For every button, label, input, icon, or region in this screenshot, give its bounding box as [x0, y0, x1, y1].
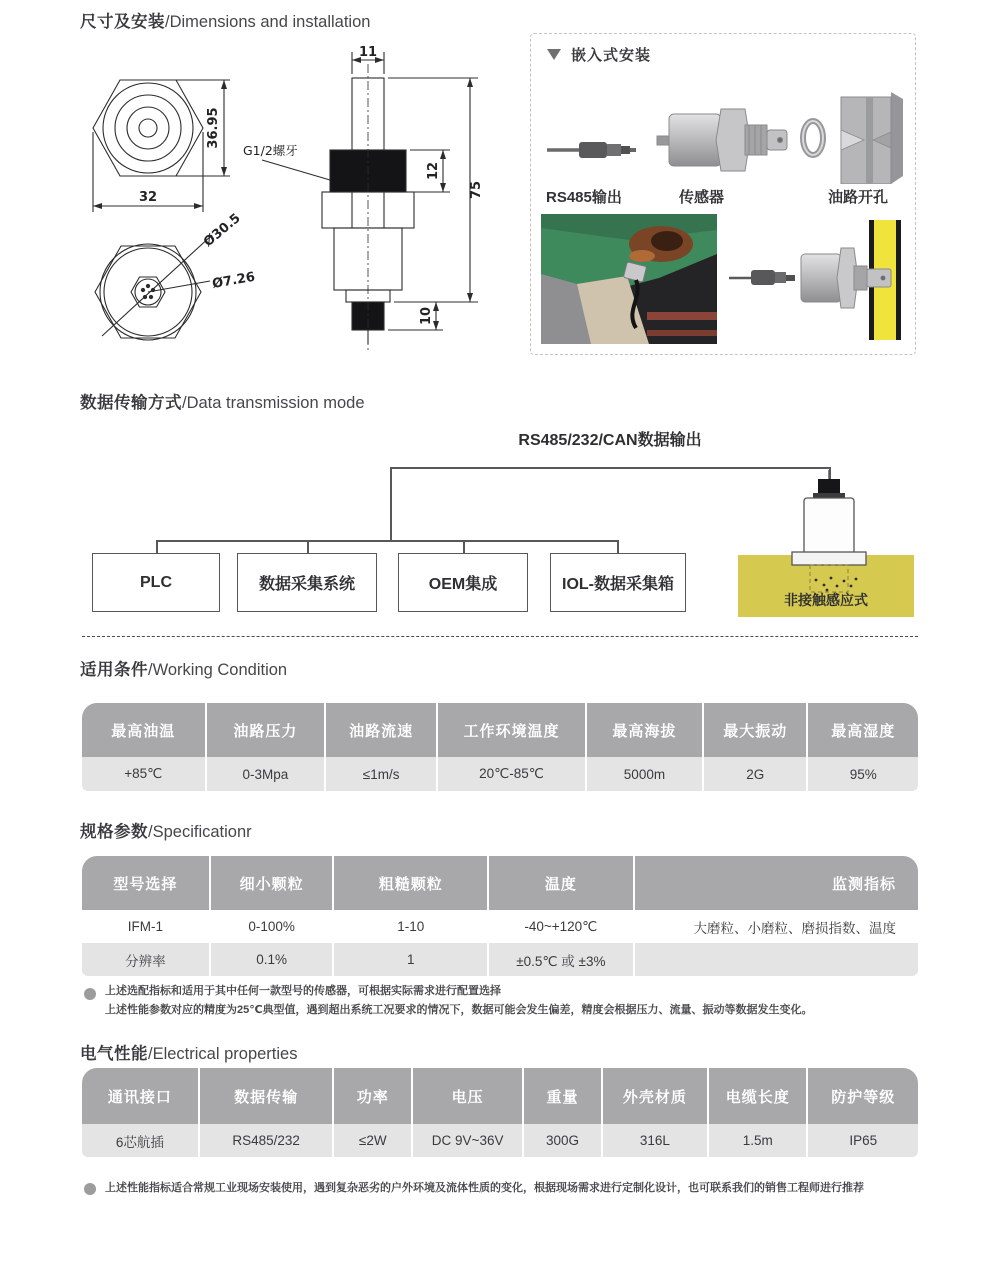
section-title-zh: 数据传输方式 [80, 394, 182, 412]
triangle-down-icon [547, 49, 561, 60]
cable-part [547, 142, 636, 158]
header-cell: 电缆长度 [709, 1068, 808, 1124]
table-header-row [82, 1068, 918, 1124]
value-cell [635, 943, 918, 976]
section-title-en: /Specificationr [148, 823, 252, 841]
table-header-row [82, 703, 918, 757]
site-photo [541, 214, 717, 344]
value-cell: 2G [704, 757, 809, 791]
table-value-row [82, 757, 918, 791]
value-cell: 1 [334, 943, 489, 976]
value-cell: 95% [849, 766, 877, 782]
value-cell: ≤1m/s [326, 757, 438, 791]
header-cell: 最高湿度 [831, 722, 896, 740]
value-cell: 1.5m [709, 1124, 808, 1157]
specification-notes [105, 982, 905, 1019]
value-cell: ≤2W [334, 1124, 413, 1157]
tree-drop-2 [307, 540, 309, 554]
electrical-table [82, 1068, 918, 1157]
value-cell: 316L [603, 1124, 709, 1157]
oil-block-part [841, 92, 903, 184]
dim-connector-height: 10 [419, 306, 434, 326]
tree-line-top [390, 467, 830, 469]
value-cell: 6芯航插 [82, 1124, 200, 1157]
header-cell: 油路压力 [207, 703, 327, 757]
section-title-electrical [80, 1040, 297, 1064]
header-cell: 油路流速 [326, 703, 438, 757]
value-cell: IFM-1 [82, 910, 211, 943]
non-contact-sensing-block: 非接触感应式 [738, 555, 914, 617]
installation-photos [539, 214, 909, 346]
header-cell: 电压 [413, 1068, 524, 1124]
technical-drawing-svg [75, 42, 520, 377]
dim-inner-diameter: Ø7.26 [211, 269, 257, 292]
header-cell: 工作环境温度 [438, 703, 587, 757]
wall-mount-illustration [725, 214, 907, 344]
value-cell: 0-100% [211, 910, 335, 943]
note-line: 上述性能参数对应的精度为25℃典型值，遇到超出系统工况要求的情况下，数据可能会发生偏差，精度会根据压力、流量、振动等数据发生变化。 [105, 1003, 813, 1016]
table-value-row [82, 910, 918, 943]
section-title-en: /Working Condition [148, 661, 288, 679]
part-label-sensor: 传感器 [679, 189, 725, 206]
dim-total-height: 75 [469, 180, 484, 200]
node-oem: OEM集成 [398, 553, 528, 612]
exploded-view-illustration [539, 64, 909, 184]
tree-drop-4 [617, 540, 619, 554]
note-bullet-icon [84, 1183, 96, 1195]
value-cell: 1-10 [334, 910, 489, 943]
header-cell: 粗糙颗粒 [334, 856, 489, 910]
working-condition-table [82, 703, 918, 791]
header-cell: 最大振动 [704, 703, 809, 757]
header-cell: 最高油温 [82, 703, 207, 757]
part-label-oil-hole: 油路开孔 [828, 189, 889, 206]
technical-drawing [75, 42, 520, 377]
header-cell: 重量 [524, 1068, 603, 1124]
section-title-zh: 规格参数 [80, 823, 148, 841]
section-title-zh: 电气性能 [80, 1045, 148, 1063]
dim-stem-width: 11 [358, 45, 378, 60]
header-cell: 细小颗粒 [211, 856, 335, 910]
table-value-row [82, 1124, 918, 1157]
value-cell: 20℃-85℃ [438, 757, 587, 791]
diagram-sensor-illustration [780, 470, 880, 598]
value-cell: IP65 [849, 1133, 878, 1148]
tree-line-trunk [390, 467, 392, 541]
section-title-en: /Dimensions and installation [165, 13, 371, 31]
section-title-specification [80, 818, 252, 842]
header-cell: 监测指标 [831, 875, 896, 893]
header-cell: 防护等级 [831, 1088, 896, 1106]
value-cell: 0.1% [211, 943, 335, 976]
value-cell: 0-3Mpa [207, 757, 327, 791]
section-title-zh: 尺寸及安装 [80, 13, 165, 31]
value-cell: 分辨率 [82, 943, 211, 976]
value-cell: DC 9V~36V [413, 1124, 524, 1157]
specification-table [82, 856, 918, 976]
panel-title: 嵌入式安装 [571, 47, 652, 64]
value-cell: 5000m [587, 757, 704, 791]
value-cell: RS485/232 [200, 1124, 335, 1157]
note-bullet-icon [84, 988, 96, 1000]
header-cell: 功率 [334, 1068, 413, 1124]
note-line: 上述性能指标适合常规工业现场安装使用，遇到复杂恶劣的户外环境及流体性质的变化，根据现场需求进行定制化设计，也可联系我们的销售工程师进行推荐 [105, 1182, 864, 1194]
sensor-part [657, 109, 787, 171]
root-output-label: RS485/232/CAN数据输出 [518, 432, 702, 449]
value-cell: 300G [524, 1124, 603, 1157]
section-title-en: /Data transmission mode [182, 394, 365, 412]
part-label-rs485: RS485输出 [546, 189, 622, 206]
embedded-install-panel [530, 33, 916, 355]
value-cell: -40~+120℃ [489, 910, 634, 943]
header-cell: 外壳材质 [603, 1068, 709, 1124]
tree-drop-3 [463, 540, 465, 554]
tree-drop-1 [156, 540, 158, 554]
dim-front-height: 36.95 [206, 107, 221, 149]
node-iol-box: IOL-数据采集箱 [550, 553, 686, 612]
table-value-row [82, 943, 918, 976]
value-cell: 大磨粒、小磨粒、磨损指数、温度 [693, 920, 896, 936]
note-line: 上述选配指标和适用于其中任何一款型号的传感器，可根据实际需求进行配置选择 [105, 985, 501, 997]
hex-front-view [93, 80, 203, 176]
dim-front-width: 32 [138, 190, 158, 205]
node-plc: PLC [92, 553, 220, 612]
header-cell: 温度 [489, 856, 634, 910]
dim-outer-diameter: Ø30.5 [200, 210, 244, 251]
header-cell: 数据传输 [200, 1068, 335, 1124]
section-title-zh: 适用条件 [80, 661, 148, 679]
node-daq-system: 数据采集系统 [237, 553, 377, 612]
header-cell: 最高海拔 [587, 703, 704, 757]
table-header-row [82, 856, 918, 910]
thread-spec-label: G1/2螺牙 [243, 143, 298, 158]
header-cell: 型号选择 [82, 856, 211, 910]
o-ring-part [803, 121, 823, 155]
panel-header [547, 44, 651, 65]
section-title-working-condition [80, 656, 287, 680]
dashed-separator [82, 636, 918, 637]
dim-thread-height: 12 [426, 161, 441, 181]
value-cell: +85℃ [82, 757, 207, 791]
header-cell: 通讯接口 [82, 1068, 200, 1124]
section-title-dimensions [80, 8, 370, 32]
electrical-note [105, 1179, 905, 1198]
section-title-en: /Electrical properties [148, 1045, 298, 1063]
value-cell: ±0.5℃ 或 ±3% [489, 943, 634, 976]
tree-line-branch [156, 540, 618, 542]
section-title-transmission [80, 389, 365, 413]
